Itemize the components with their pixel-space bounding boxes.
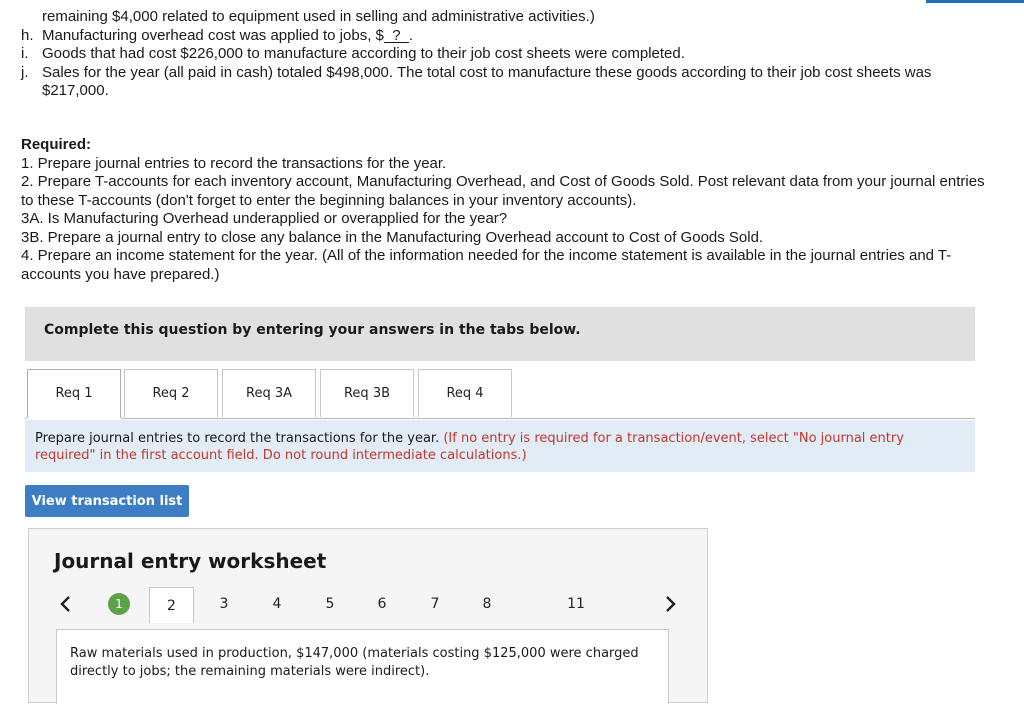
chevron-right-icon-svg [665, 595, 677, 613]
worksheet-title: Journal entry worksheet [54, 549, 327, 573]
problem-line-text-end: . [408, 26, 414, 44]
page-11[interactable]: 11 [567, 596, 585, 612]
tab-req-3b[interactable]: Req 3B [320, 369, 414, 417]
banner-text: Complete this question by entering your answers in the tabs below. [44, 322, 581, 338]
page-6[interactable]: 6 [377, 596, 387, 612]
instructions-main: Prepare journal entries to record the transactions for the year. [35, 431, 440, 446]
transaction-description: Raw materials used in production, $147,000 (materials costing $125,000 were charged directly to jobs; the remaining materials were indirect). [70, 646, 639, 679]
page-8[interactable]: 8 [482, 596, 492, 612]
problem-line-mark: h. [21, 26, 34, 44]
problem-line [0, 64, 1000, 101]
page-2-current[interactable]: 2 [149, 587, 194, 623]
unknown-blank: ? [383, 26, 409, 44]
transaction-card [56, 629, 669, 704]
problem-line [0, 8, 1000, 27]
tab-req-2[interactable]: Req 2 [124, 369, 218, 417]
page-4[interactable]: 4 [272, 596, 282, 612]
problem-line-text-main: Manufacturing overhead cost was applied to jobs, $ [42, 26, 384, 44]
tab-req-4[interactable]: Req 4 [418, 369, 512, 417]
requirement-tabs [25, 369, 975, 419]
instructions-note: (If no entry is required for a transaction/event, select "No journal entry required" in the first account field. Do not round intermediate calculations.) [35, 431, 904, 463]
top-accent-bar [926, 0, 1024, 3]
journal-entry-worksheet [28, 528, 708, 703]
chevron-left-icon[interactable] [54, 589, 76, 619]
tab-req-3a[interactable]: Req 3A [222, 369, 316, 417]
required-heading: Required: [21, 136, 92, 153]
problem-line-text: Goods that had cost $226,000 to manufacture according to their job cost sheets were completed. [42, 45, 685, 62]
chevron-left-icon-svg [59, 595, 71, 613]
view-transaction-list-button[interactable]: View transaction list [25, 485, 189, 517]
tab-instructions [25, 420, 975, 472]
worksheet-pager [29, 589, 709, 621]
tabs-instruction-banner [25, 307, 975, 361]
required-section [21, 136, 996, 284]
tab-req-1[interactable]: Req 1 [27, 369, 121, 419]
problem-line-text: Sales for the year (all paid in cash) totaled $498,000. The total cost to manufacture these goods according to their job cost sheets was $217,000. [42, 63, 932, 99]
problem-line-text [42, 27, 1000, 46]
problem-line [0, 45, 1000, 64]
page-1-completed[interactable]: 1 [108, 593, 130, 615]
page-5[interactable]: 5 [325, 596, 335, 612]
chevron-right-icon[interactable] [660, 589, 682, 619]
required-item: 2. Prepare T-accounts for each inventory account, Manufacturing Overhead, and Cost of Goods Sold. Post relevant data from your journal entries to these T-accounts (don't forget to enter the beginning balances in your inventory accounts). [21, 173, 985, 209]
required-item: 3B. Prepare a journal entry to close any balance in the Manufacturing Overhead account to Cost of Goods Sold. [21, 228, 764, 246]
required-item: 3A. Is Manufacturing Overhead underapplied or overapplied for the year? [21, 210, 508, 227]
page-7[interactable]: 7 [430, 596, 440, 612]
problem-line-mark: i. [21, 45, 29, 62]
page-3[interactable]: 3 [219, 596, 229, 612]
problem-line-text: remaining $4,000 related to equipment used in selling and administrative activities.) [42, 8, 595, 25]
required-item: 1. Prepare journal entries to record the transactions for the year. [21, 154, 447, 172]
problem-line-mark: j. [21, 63, 29, 81]
problem-statement [0, 8, 1000, 101]
required-item: 4. Prepare an income statement for the year. (All of the information needed for the income statement is available in the journal entries and T-accounts you have prepared.) [21, 247, 952, 283]
problem-line [0, 27, 1000, 46]
